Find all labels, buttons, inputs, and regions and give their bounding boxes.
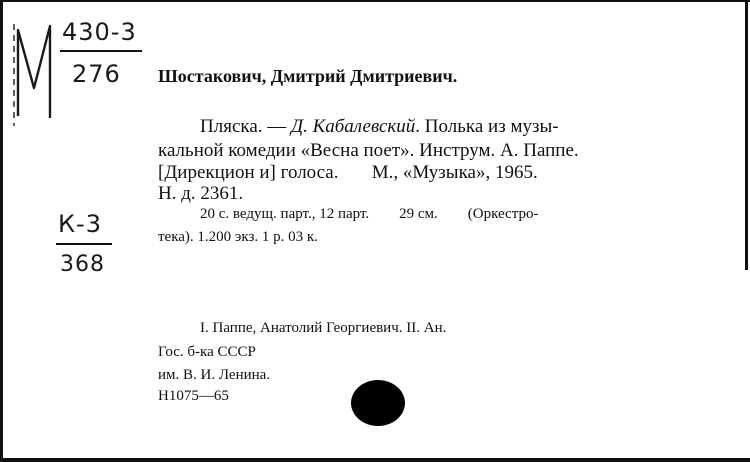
physical-line-2: тека). 1.200 экз. 1 р. 03 к.	[158, 229, 318, 245]
description-line-1-rest: . Полька из музы-	[415, 116, 559, 137]
shelfmark-second-rule	[56, 243, 112, 245]
shelfmark-second-top: К-3	[58, 210, 102, 238]
library-name-line-2: им. В. И. Ленина.	[158, 367, 271, 383]
description-line-3: [Дирекцион и] голоса. М., «Музыка», 1965.	[158, 162, 538, 183]
card-left-edge	[0, 0, 3, 462]
publisher-number: Н. д. 2361.	[158, 183, 244, 204]
description-line-1	[200, 116, 559, 138]
tracings-line: I. Паппе, Анатолий Георгиевич. II. Ан.	[200, 320, 447, 336]
description-line-2: кальной комедии «Весна поет». Инструм. А. Паппе.	[158, 140, 579, 161]
work-title: Пляска. —	[200, 116, 292, 137]
shelfmark-bottom-code: 276	[72, 60, 121, 88]
punch-hole	[351, 380, 405, 426]
card-number: Н1075—65	[158, 388, 229, 404]
shelfmark-top-rule	[60, 50, 142, 52]
card-top-edge	[0, 0, 750, 2]
handwritten-mark	[10, 18, 60, 128]
shelfmark-second-bottom: 368	[60, 252, 105, 277]
shelfmark-top-code: 430-3	[62, 18, 137, 46]
author-heading: Шостакович, Дмитрий Дмитриевич.	[158, 66, 458, 86]
arranger-name: Д. Кабалевский	[291, 116, 416, 137]
card-bottom-edge	[0, 458, 750, 462]
library-name-line-1: Гос. б-ка СССР	[158, 344, 256, 360]
card-right-edge	[745, 0, 748, 270]
physical-line-1: 20 с. ведущ. парт., 12 парт. 29 см. (Оркестро-	[200, 206, 539, 222]
